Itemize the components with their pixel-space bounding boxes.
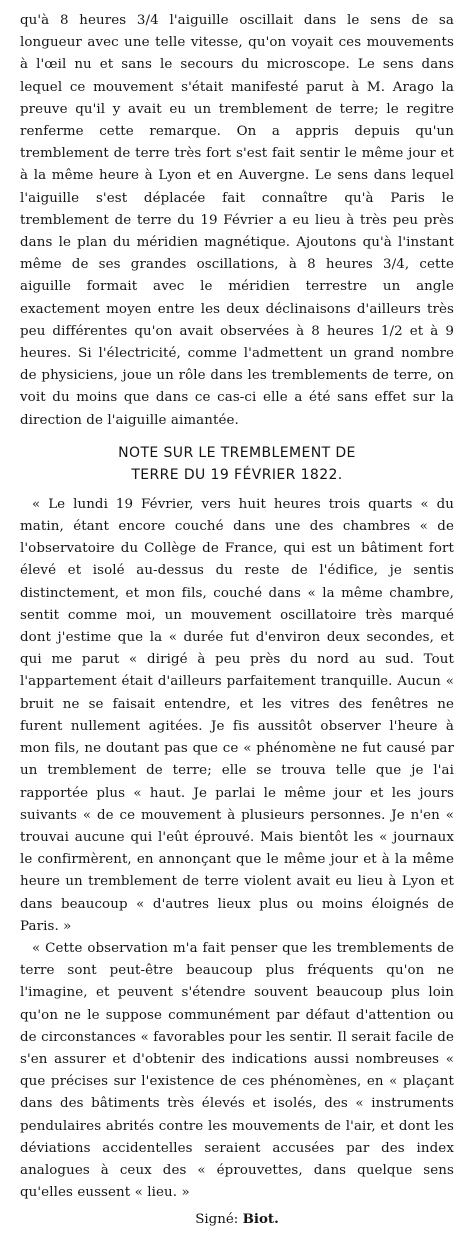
section-heading: [20, 442, 454, 486]
signature-name: Biot.: [242, 1211, 279, 1228]
signature-label: Signé:: [195, 1212, 243, 1228]
signature: [20, 1208, 454, 1231]
quoted-note: [20, 494, 454, 1205]
heading-line-2: TERRE DU 19 FÉVRIER 1822.: [131, 466, 343, 483]
heading-line-1: NOTE SUR LE TREMBLEMENT DE: [118, 444, 356, 461]
quote-paragraph-1: « Le lundi 19 Février, vers huit heures trois quarts « du matin, étant encore couché dans une des chambres « de l'observatoire du Collège de France, qui est un bâtiment fort élevé et isolé au-dessus du reste de l'édifice, je sentis distinctement, et mon fils, couché dans « la même chambre, sentit comme moi, un mouvement oscillatoire très marqué dont j'estime que la « durée fut d'environ deux secondes, et qui me parut « dirigé à peu près du nord au sud. Tout l'appartement était d'ailleurs parfaitement tranquille. Aucun « bruit ne se faisait entendre, et les vitres des fenêtres ne furent nullement agitées. Je fis aussitôt observer l'heure à mon fils, ne doutant pas que ce « phénomène ne fut causé par un tremblement de terre; elle se trouva telle que je l'ai rapportée plus « haut. Je parlai le même jour et les jours suivants « de ce mouvement à plusieurs personnes. Je n'en « trouvai aucune qui l'eût éprouvé. Mais bientôt les « journaux le confirmèrent, en annonçant que le même jour et à la même heure un tremblement de terre violent avait eu lieu à Lyon et dans beaucoup « d'autres lieux plus ou moins éloignés de Paris. »: [20, 496, 454, 934]
intro-paragraph: qu'à 8 heures 3/4 l'aiguille oscillait dans le sens de sa longueur avec une telle vitesse, qu'on voyait ces mouvements à l'œil nu et sans le secours du microscope. Le sens dans lequel ce mouvement s'était manifesté parut à M. Arago la preuve qu'il y avait eu un tremblement de terre; le regitre renferme cette remarque. On a appris depuis qu'un tremblement de terre très fort s'est fait sentir le même jour et à la même heure à Lyon et en Auvergne. Le sens dans lequel l'aiguille s'est déplacée fait connaître qu'à Paris le tremblement de terre du 19 Février a eu lieu à très peu près dans le plan du méridien magnétique. Ajoutons qu'à l'instant même de ses grandes oscillations, à 8 heures 3/4, cette aiguille formait avec le méridien terrestre un angle exactement moyen entre les deux déclinaisons d'ailleurs très peu différentes qu'on avait observées à 8 heures 1/2 et à 9 heures. Si l'électricité, comme l'admettent un grand nombre de physiciens, joue un rôle dans les tremblements de terre, on voit du moins que dans ce cas-ci elle a été sans effet sur la direction de l'aiguille aimantée.: [20, 13, 454, 428]
quote-paragraph-2: « Cette observation m'a fait penser que les tremblements de terre sont peut-être beaucoup plus fréquents qu'on ne l'imagine, et peuvent s'étendre souvent beaucoup plus loin qu'on ne le suppose communément par défaut d'attention ou de circonstances « favorables pour les sentir. Il serait facile de s'en assurer et d'obtenir des indications aussi nombreuses « que précises sur l'existence de ces phénomènes, en « plaçant dans des bâtiments très élevés et isolés, des « instruments pendulaires abrités contre les mouvements de l'air, et dont les déviations accidentelles seraient accusées par des index analogues à ceux des « éprouvettes, dans quelque sens qu'elles eussent « lieu. »: [20, 940, 454, 1201]
